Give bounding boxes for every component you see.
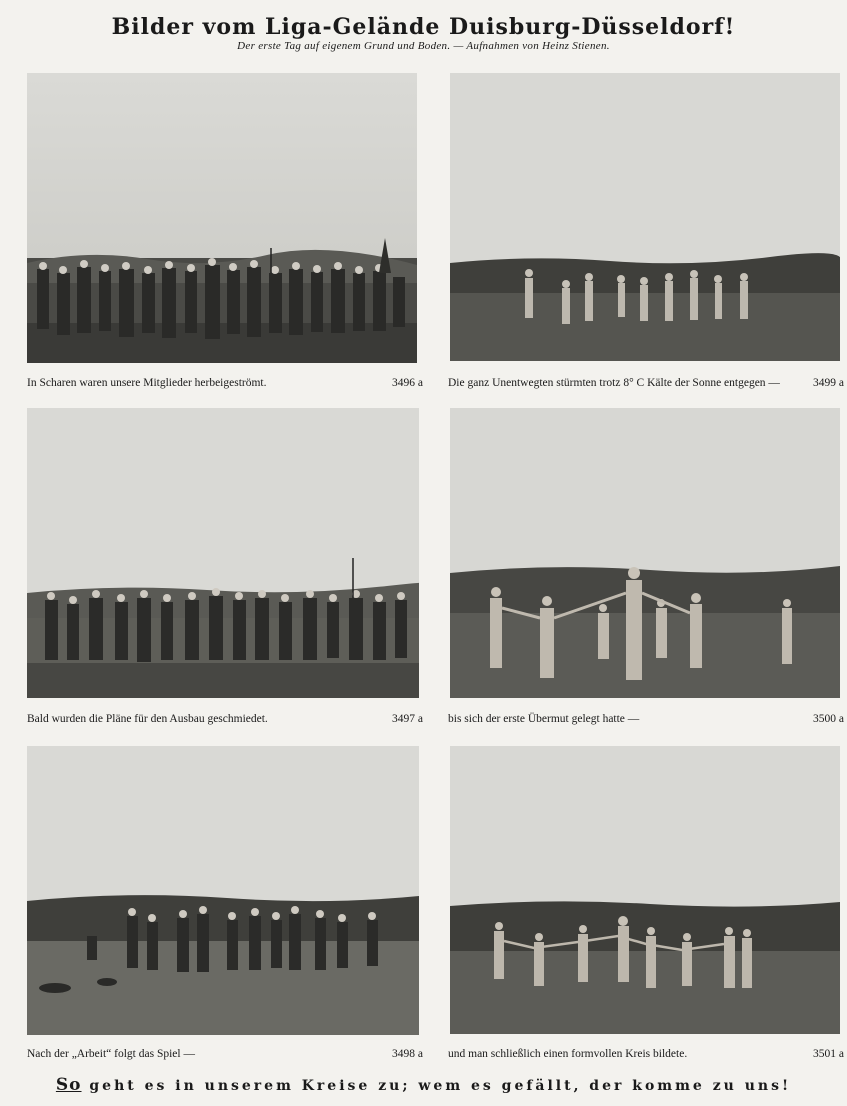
caption-text: und man schließlich einen formvollen Kreis bildete. [448, 1048, 688, 1060]
page-title: Bilder vom Liga-Gelände Duisburg-Düsseldorf! [111, 14, 736, 40]
photo-playing-field [27, 746, 419, 1035]
footer-lead: So [55, 1075, 82, 1095]
photo-number: 3499 a [813, 377, 844, 389]
photo-number: 3497 a [392, 713, 423, 725]
caption-text: Bald wurden die Pläne für den Ausbau geschmiedet. [27, 713, 268, 725]
caption-text: bis sich der erste Übermut gelegt hatte — [448, 713, 640, 725]
photo-crowd-gathering [27, 73, 417, 363]
photo-runners [450, 73, 840, 361]
page-subtitle: Der erste Tag auf eigenem Grund und Boden. — Aufnahmen von Heinz Stienen. [237, 40, 610, 52]
caption-text: In Scharen waren unsere Mitglieder herbeigeströmt. [27, 377, 267, 389]
photo-circle-dance [450, 408, 840, 698]
photo-number: 3500 a [813, 713, 844, 725]
caption-text: Nach der „Arbeit“ folgt das Spiel — [27, 1048, 195, 1060]
photo-planning-group [27, 408, 419, 698]
photo-number: 3501 a [813, 1048, 844, 1060]
caption-text: Die ganz Unentwegten stürmten trotz 8° C Kälte der Sonne entgegen — [448, 377, 780, 389]
photo-formal-circle [450, 746, 840, 1034]
footer-text: geht es in unserem Kreise zu; wem es gefällt, der komme zu uns! [81, 1078, 792, 1094]
photo-number: 3496 a [392, 377, 423, 389]
photo-number: 3498 a [392, 1048, 423, 1060]
footer-slogan [0, 1075, 847, 1095]
